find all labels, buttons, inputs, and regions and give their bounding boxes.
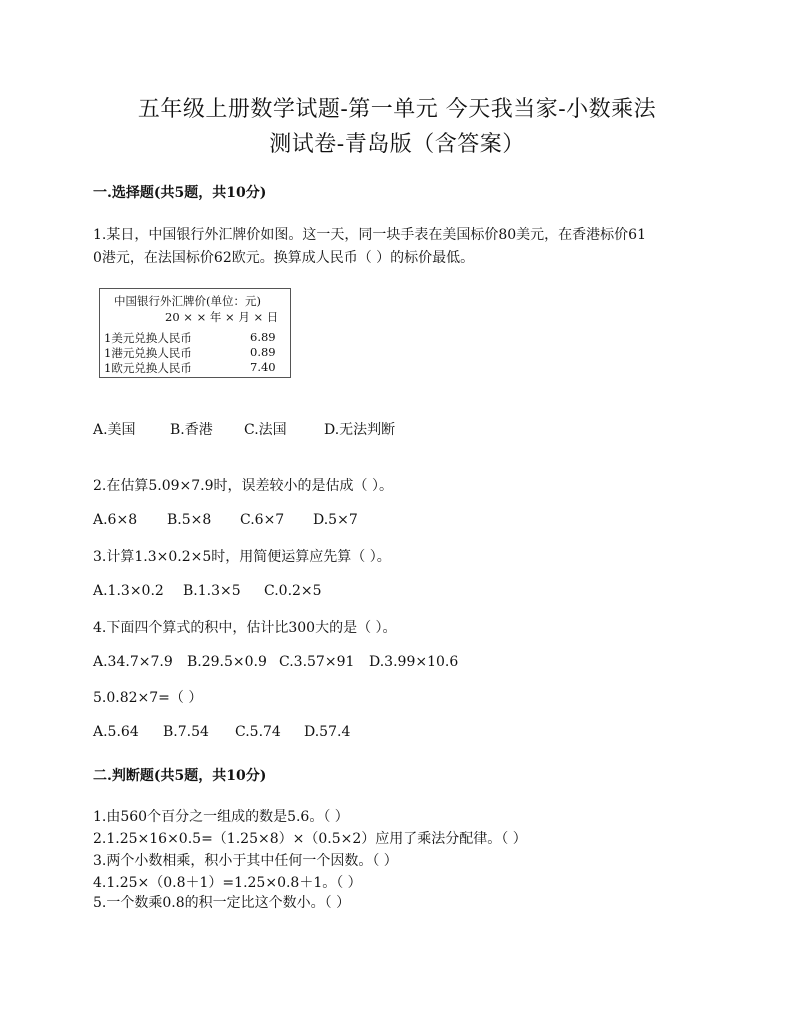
- exchange-row-value: 0.89: [250, 345, 276, 359]
- exchange-rate-table: [99, 288, 291, 378]
- question-3-option-b: B.1.3×5: [183, 583, 241, 599]
- question-5-text: 5.0.82×7=（ ）: [93, 690, 203, 706]
- question-2-option-b: B.5×8: [167, 512, 212, 528]
- question-5-option-d: D.57.4: [304, 724, 351, 740]
- question-4-option-a: A.34.7×7.9: [93, 654, 173, 670]
- exchange-table-date: 20 × × 年 × 月 × 日: [165, 310, 279, 324]
- question-2-option-a: A.6×8: [93, 512, 138, 528]
- exchange-row-label: 1欧元兑换人民币: [104, 361, 192, 375]
- question-3-text: 3.计算1.3×0.2×5时，用简便运算应先算（ ）。: [93, 549, 391, 565]
- exchange-row-label: 1美元兑换人民币: [104, 331, 192, 345]
- exchange-table-title: 中国银行外汇牌价(单位：元): [114, 294, 261, 308]
- question-4-text: 4.下面四个算式的积中，估计比300大的是（ ）。: [93, 620, 397, 636]
- question-5-option-c: C.5.74: [235, 724, 281, 740]
- question-1-option-b: B.香港: [170, 422, 213, 438]
- exchange-row-value: 7.40: [250, 360, 276, 374]
- judgement-item: 2.1.25×16×0.5=（1.25×8）×（0.5×2）应用了乘法分配律。（ ）: [93, 831, 527, 847]
- question-1-line-2: 0港元，在法国标价62欧元。换算成人民币（ ）的标价最低。: [93, 250, 475, 266]
- document-title-line-1: 五年级上册数学试题-第一单元 今天我当家-小数乘法: [137, 97, 657, 122]
- document-title-line-2: 测试卷-青岛版（含答案）: [269, 132, 525, 157]
- section-heading-judgement: 二.判断题(共5题，共10分): [93, 768, 267, 784]
- judgement-item: 3.两个小数相乘，积小于其中任何一个因数。（ ）: [93, 853, 398, 869]
- question-1-option-c: C.法国: [244, 422, 287, 438]
- question-5-option-b: B.7.54: [163, 724, 209, 740]
- question-4-option-c: C.3.57×91: [279, 654, 355, 670]
- question-2-option-d: D.5×7: [313, 512, 358, 528]
- question-5-option-a: A.5.64: [93, 724, 139, 740]
- question-3-option-c: C.0.2×5: [264, 583, 322, 599]
- question-1-option-a: A.美国: [93, 422, 136, 438]
- question-1-line-1: 1.某日，中国银行外汇牌价如图。这一天，同一块手表在美国标价80美元，在香港标价61: [93, 227, 646, 243]
- exchange-row-value: 6.89: [250, 330, 276, 344]
- question-2-text: 2.在估算5.09×7.9时，误差较小的是估成（ ）。: [93, 478, 393, 494]
- question-2-option-c: C.6×7: [240, 512, 285, 528]
- section-heading-choice: 一.选择题(共5题，共10分): [93, 185, 267, 201]
- judgement-item: 5.一个数乘0.8的积一定比这个数小。（ ）: [93, 895, 351, 911]
- question-1-option-d: D.无法判断: [324, 422, 396, 438]
- question-3-option-a: A.1.3×0.2: [93, 583, 164, 599]
- question-4-option-b: B.29.5×0.9: [187, 654, 267, 670]
- question-4-option-d: D.3.99×10.6: [369, 654, 459, 670]
- exchange-row-label: 1港元兑换人民币: [104, 346, 192, 360]
- judgement-item: 4.1.25×（0.8＋1）=1.25×0.8＋1。（ ）: [93, 875, 362, 891]
- judgement-item: 1.由560个百分之一组成的数是5.6。（ ）: [93, 809, 349, 825]
